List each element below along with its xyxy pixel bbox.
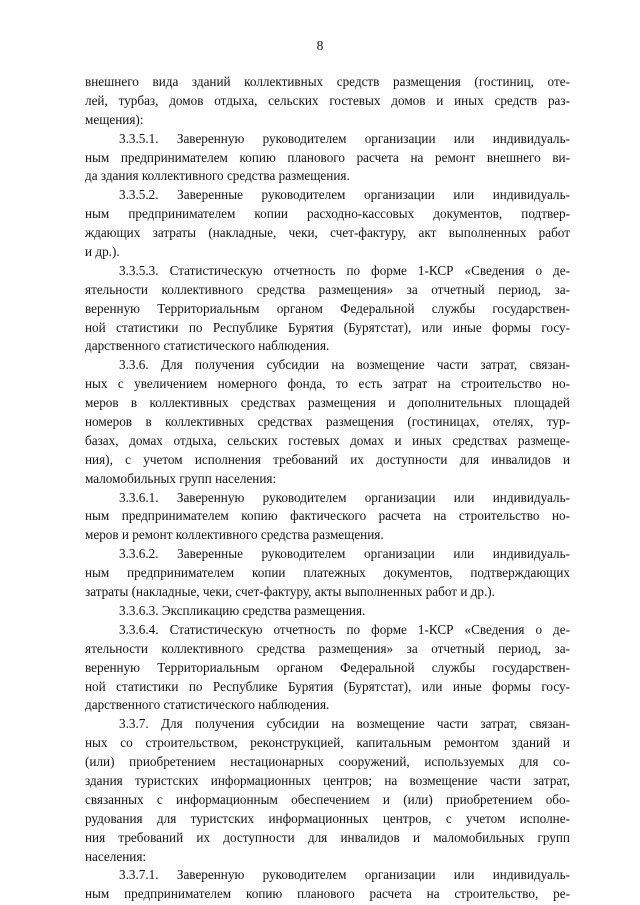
text-line: ной статистики по Республике Бурятия (Бурятстат), или иные формы госу- (85, 319, 570, 335)
text-line: 3.3.6.3. Экспликацию средства размещения. (119, 602, 366, 618)
text-line: 3.3.5.2. Заверенные руководителем организации или индивидуаль- (119, 187, 570, 203)
text-line: ятельности коллективного средства размещения» за отчетный период, за- (85, 640, 570, 656)
text-line: ния требований их доступности для инвалидов и маломобильных групп (85, 829, 570, 845)
text-line: ния), с учетом исполнения требований их доступности для инвалидов и (85, 451, 570, 467)
text-line: ным предпринимателем копию фактического расчета на строительство но- (85, 508, 570, 524)
text-line: связанных с информационным обеспечением и (или) приобретением обо- (85, 791, 570, 807)
text-line: ных со строительством, реконструкцией, капитальным ремонтом зданий и (85, 735, 570, 751)
text-line: 3.3.6.2. Заверенные руководителем организации или индивидуаль- (119, 546, 570, 562)
text-line: ным предпринимателем копии расходно-кассовых документов, подтвер- (85, 206, 570, 222)
text-line: населения: (85, 848, 147, 864)
text-line: веренную Территориальным органом Федеральной службы государствен- (85, 300, 570, 316)
text-line: ным предпринимателем копии платежных документов, подтверждающих (85, 565, 570, 581)
text-line: 3.3.5.3. Статистическую отчетность по форме 1-КСР «Сведения о де- (119, 262, 570, 278)
text-line: меров и ремонт коллективного средства размещения. (85, 527, 384, 543)
text-line: ным предпринимателем копию планового расчета на строительство, ре- (85, 886, 570, 902)
text-line: и др.). (85, 244, 120, 260)
text-line: 3.3.6.1. Заверенную руководителем организации или индивидуаль- (119, 489, 570, 505)
text-line: 3.3.5.1. Заверенную руководителем организации или индивидуаль- (119, 130, 570, 146)
text-line: рудования для туристских информационных центров, с учетом исполне- (85, 810, 570, 826)
text-line: 3.3.6.4. Статистическую отчетность по форме 1-КСР «Сведения о де- (119, 621, 570, 637)
text-line: ждающих затраты (накладные, чеки, счет-фактуру, акт выполненных работ (85, 225, 570, 241)
text-line: дарственного статистического наблюдения. (85, 697, 330, 713)
text-line: ной статистики по Республике Бурятия (Бурятстат), или иные формы госу- (85, 678, 570, 694)
text-line: ятельности коллективного средства размещения» за отчетный период, за- (85, 281, 570, 297)
text-line: ным предпринимателем копию планового расчета на ремонт внешнего ви- (85, 149, 570, 165)
text-line: 3.3.7. Для получения субсидии на возмещение части затрат, связан- (119, 716, 570, 732)
text-line: 3.3.6. Для получения субсидии на возмещение части затрат, связан- (119, 357, 570, 373)
text-line: лей, турбаз, домов отдыха, сельских гостевых домов и иных средств раз- (85, 92, 570, 108)
text-line: здания туристских информационных центров; на возмещение части затрат, (85, 772, 570, 788)
text-line: внешнего вида зданий коллективных средств размещения (гостиниц, оте- (85, 74, 570, 89)
text-line: номеров в коллективных средствах размещения (гостиницах, отелях, тур- (85, 414, 570, 430)
text-line: веренную Территориальным органом Федеральной службы государствен- (85, 659, 570, 675)
text-line: затраты (накладные, чеки, счет-фактуру, акты выполненных работ и др.). (85, 584, 495, 600)
text-line: ных с увеличением номерного фонда, то есть затрат на строительство но- (85, 376, 570, 392)
text-line: (или) приобретением нестационарных сооружений, используемых для со- (85, 754, 570, 770)
text-line: мещения): (85, 111, 144, 127)
text-line: меров в коллективных средствах размещения и дополнительных площадей (85, 395, 570, 411)
body-text (85, 73, 570, 904)
text-line: 3.3.7.1. Заверенную руководителем организации или индивидуаль- (119, 867, 570, 883)
text-line: маломобильных групп населения: (85, 470, 277, 486)
page-number: 8 (316, 38, 324, 53)
text-line: базах, домах отдыха, сельских гостевых домах и иных средствах размеще- (85, 432, 570, 448)
text-line: дарственного статистического наблюдения. (85, 338, 330, 354)
text-line: да здания коллективного средства размещения. (85, 168, 350, 184)
